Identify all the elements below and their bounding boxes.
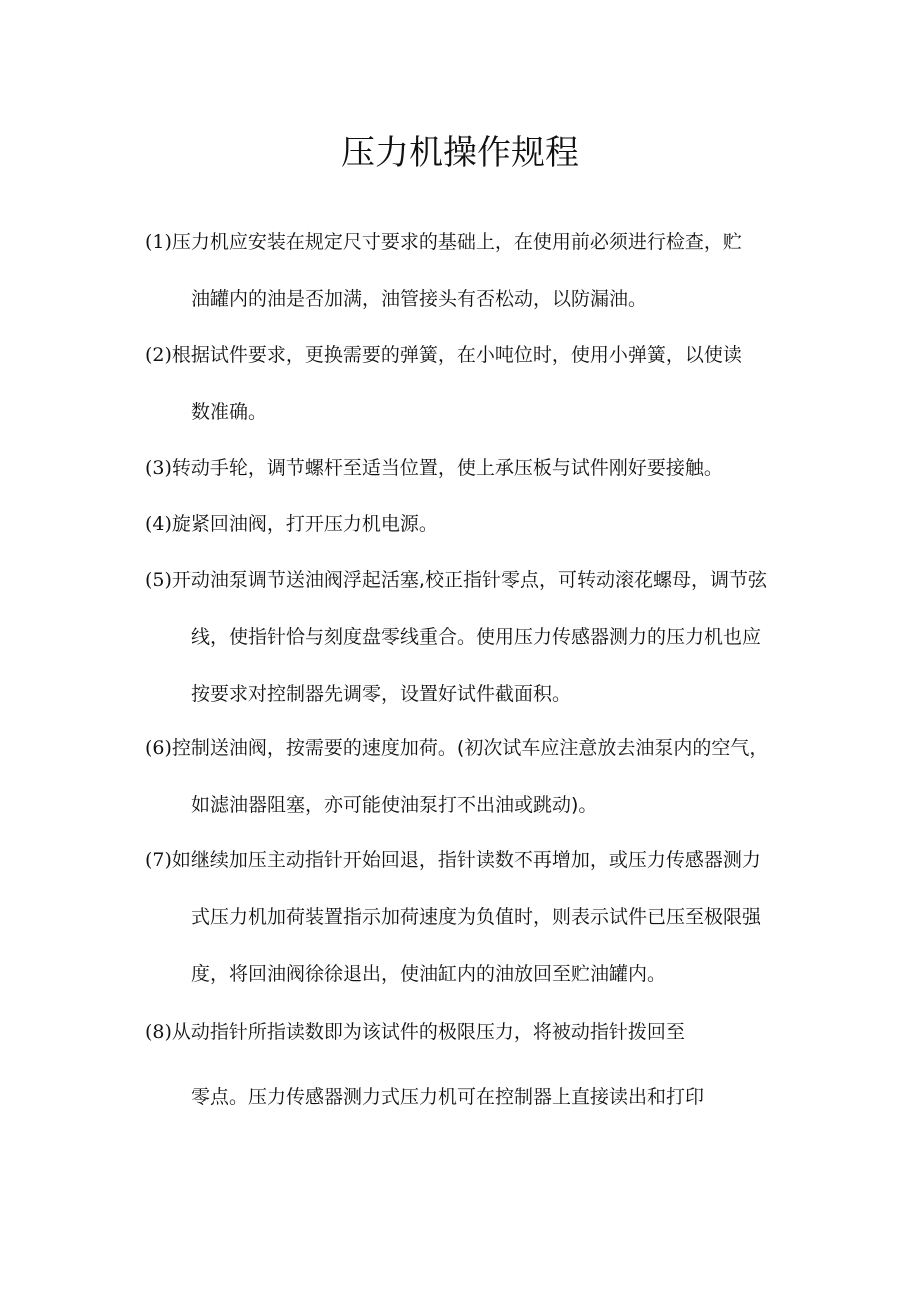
item-number: (2): [145, 344, 172, 366]
item-text-continuation: 数准确。: [191, 401, 268, 423]
item-text-continuation: 线，使指针恰与刻度盘零线重合。使用压力传感器测力的压力机也应: [191, 626, 762, 648]
list-item-3: [145, 440, 805, 497]
list-item-8: [145, 1004, 805, 1126]
item-number: (4): [145, 513, 172, 535]
item-number: (1): [145, 231, 172, 253]
list-item-2: [145, 327, 805, 441]
list-item-6: [145, 720, 805, 834]
list-item-5: [145, 552, 805, 723]
item-text: 开动油泵调节送油阀浮起活塞,校正指针零点，可转动滚花螺母，调节弦: [171, 569, 767, 591]
item-number: (7): [145, 849, 172, 871]
item-number: (6): [145, 737, 172, 759]
item-number: (5): [145, 569, 172, 591]
item-text: 从动指针所指读数即为该试件的极限压力，将被动指针拨回至: [171, 1021, 685, 1043]
item-text: 转动手轮，调节螺杆至适当位置，使上承压板与试件刚好要接触。: [171, 457, 723, 479]
item-text: 如继续加压主动指针开始回退，指针读数不再增加，或压力传感器测力: [171, 849, 761, 871]
item-text: 根据试件要求，更换需要的弹簧，在小吨位时，使用小弹簧，以使读: [171, 344, 742, 366]
item-text: 压力机应安装在规定尺寸要求的基础上，在使用前必须进行检查，贮: [171, 231, 742, 253]
list-item-1: [145, 214, 805, 328]
item-text-continuation: 按要求对控制器先调零，设置好试件截面积。: [191, 683, 572, 705]
item-text: 控制送油阀，按需要的速度加荷。(初次试车应注意放去油泵内的空气，: [171, 737, 769, 759]
page-title: 压力机操作规程: [341, 133, 579, 173]
item-text-continuation: 如滤油器阻塞，亦可能使油泵打不出油或跳动)。: [191, 794, 598, 816]
item-text-continuation: 油罐内的油是否加满，油管接头有否松动，以防漏油。: [191, 288, 648, 310]
list-item-7: [145, 832, 805, 1003]
item-text: 旋紧回油阀，打开压力机电源。: [171, 513, 438, 535]
item-number: (8): [145, 1021, 172, 1043]
item-number: (3): [145, 457, 172, 479]
item-text-continuation: 式压力机加荷装置指示加荷速度为负值时，则表示试件已压至极限强: [191, 906, 762, 928]
list-item-4: [145, 496, 805, 553]
item-text-continuation: 零点。压力传感器测力式压力机可在控制器上直接读出和打印: [191, 1086, 705, 1108]
item-text-continuation: 度，将回油阀徐徐退出，使油缸内的油放回至贮油罐内。: [191, 963, 667, 985]
